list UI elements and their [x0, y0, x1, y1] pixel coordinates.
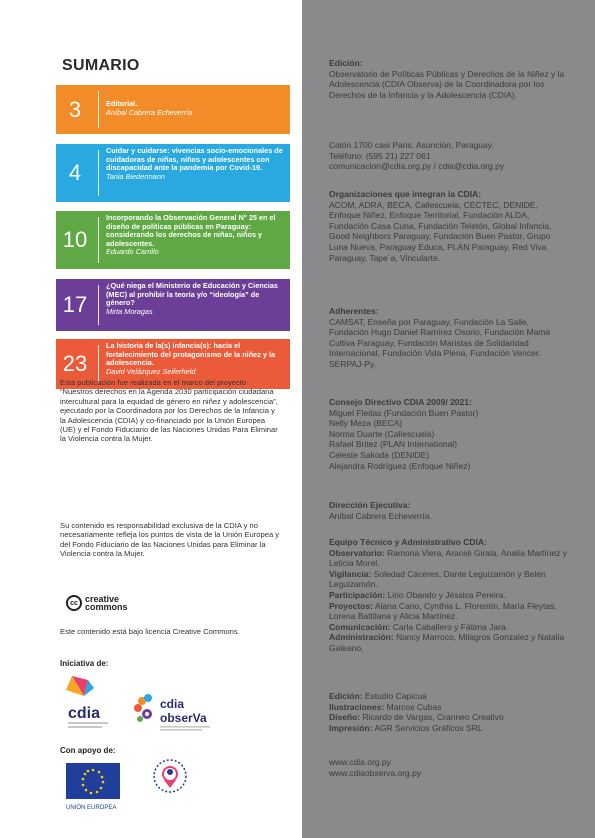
toc-page-number: 23	[62, 351, 88, 376]
toc-title: ¿Qué niega el Ministerio de Educación y Ciencias (MEC) al prohibir la teoría y/o “ideología” de género?	[106, 281, 278, 308]
un-trust-fund-icon	[152, 758, 188, 798]
toc-text	[106, 100, 284, 117]
equipo-item: Vigilancia: Soledad Cáceres, Dante Leguizamón y Belén Leguizamón.	[329, 568, 546, 590]
toc-page-number: 10	[62, 227, 88, 252]
adherentes-section	[329, 306, 571, 370]
phone-text: Teléfono: (595 21) 227 061	[329, 150, 431, 161]
web-section	[329, 757, 571, 778]
eu-flag-icon	[64, 763, 124, 811]
credit-item: Impresión: AGR Servicios Gráficos SRL	[329, 722, 483, 733]
eu-wordmark: UNIÓN EUROPEA	[66, 805, 117, 811]
credit-item: Ilustraciones: Marcos Cubas	[329, 701, 442, 712]
iniciativa-label: Iniciativa de:	[60, 659, 109, 668]
toc-entry-17[interactable]	[56, 279, 290, 331]
direccion-heading: Dirección Ejecutiva:	[329, 500, 411, 510]
consejo-member: Rafael Britez (PLAN International)	[329, 439, 458, 450]
apoyo-label: Con apoyo de:	[60, 746, 116, 755]
observa-mark-icon	[134, 694, 216, 734]
toc-author: David Velázquez Seiferheld	[106, 366, 196, 376]
edicion-section	[329, 58, 571, 100]
orgs-heading: Organizaciones que integran la CDIA:	[329, 189, 482, 199]
toc-text	[106, 147, 284, 181]
contact-section	[329, 140, 571, 172]
credit-item: Diseño: Ricardo de Vargas, Cranneo Creativo	[329, 712, 504, 723]
orgs-section	[329, 189, 571, 263]
cc-icon: cc	[66, 595, 82, 611]
project-paragraph: Esta publicación fue realizada en el marco del proyecto “Nuestros derechos en la Agenda 2030 participación ciudadana intercultural para la equidad de género en niñez y adolescencia”, ejecutado por la Coordinadora por los Derechos de la Infancia y la Adolescencia (CDIA) y co-financiado por la Unión Europea (UE) y el Fondo Fiduciario de las Naciones Unidas Para Eliminar la Violencia contra la Mujer.	[60, 378, 278, 444]
toc-author: Eduardo Carrillo	[106, 247, 159, 257]
cc-wordmark: creative commons	[85, 594, 128, 612]
credits-section	[329, 691, 571, 733]
toc-author: Mirta Moragas	[106, 306, 153, 316]
toc-text	[106, 342, 284, 376]
consejo-member: Norma Duarte (Callescuela)	[329, 428, 435, 439]
edicion-body: Observatorio de Políticas Públicas y Derechos de la Niñez y la Adolescencia (CDIA Observa) de la Coordinadora por los Derechos de la Infancia y la Adolescencia (CDIA).	[329, 68, 565, 100]
adherentes-heading: Adherentes:	[329, 306, 379, 316]
equipo-heading: Equipo Técnico y Administrativo CDIA:	[329, 537, 487, 547]
consejo-section	[329, 397, 571, 471]
creative-commons-logo	[66, 593, 145, 613]
toc-text	[106, 282, 284, 316]
direccion-body: Aníbal Cabrera Echeverría.	[329, 510, 432, 521]
toc-entry-4[interactable]	[56, 144, 290, 202]
equipo-item: Proyectos: Alana Cano, Cynthia L. Florentín, María Fleytas, Lorena Battilana y Alicia Martínez.	[329, 600, 557, 622]
toc-page-number: 17	[62, 292, 88, 317]
toc-title: Editorial.	[106, 99, 138, 108]
toc-page-number: 4	[68, 160, 82, 185]
observa-word-1: cdia	[160, 697, 185, 711]
toc-divider	[98, 217, 99, 263]
disclaimer-paragraph: Su contenido es responsabilidad exclusiva de la CDIA y no necesariamente refleja los puntos de vista de la Unión Europea y del Fondo Fiduciario de las Naciones Unidas para Eliminar la Violencia contra la Mujer.	[60, 521, 280, 559]
toc-author: Aníbal Cabrera Echeverría	[106, 107, 193, 117]
toc-divider	[98, 285, 99, 325]
toc-title: La historia de la(s) infancia(s): hacia el fortalecimiento del protagonismo de la niñez y la adolescencia.	[106, 341, 276, 368]
email-link[interactable]: comunicacion@cdia.org.py / cdia@cdia.org.py	[329, 161, 505, 172]
toc-divider	[98, 91, 99, 128]
toc-author: Tania Biedermann	[106, 171, 165, 181]
consejo-member: Nelly Meza (BECA)	[329, 418, 403, 429]
cdia-observa-logo	[134, 694, 216, 734]
toc-title: Incorporando la Observación General N° 25 en el diseño de políticas públicas en Paraguay: considerando los derechos de niñas, niños y adolescentes.	[106, 213, 276, 248]
website-link-observa[interactable]: www.cdiaobserva.org.py	[329, 767, 422, 778]
orgs-body: ACOM, ADRA, BECA, Callescuela, CECTEC, DENIDE, Enfoque Niñez, Enfoque Territorial, Fundación ALDA, Fundación Casa Cuna, Fundación Teletón, Global Infancia, Good Neighbors Paraguay, Fundación Buen Pastor, Grupo Luna Nueva, Paraguay Educa, PLAN Paraguay, Red Viva Paraguay, Tape´a, Vincularte.	[329, 199, 552, 263]
license-text: Este contenido está bajo licencia Creative Commons.	[60, 627, 240, 636]
un-trust-fund-logo	[152, 758, 188, 798]
consejo-member: Miguel Fleitas (Fundación Buen Pastor)	[329, 407, 479, 418]
toc-page-number: 3	[68, 96, 82, 122]
consejo-member: Alejandra Rodríguez (Enfoque Niñez)	[329, 460, 471, 471]
equipo-item: Administración: Nancy Marroco, Milagros Gonzalez y Natalia Galeano.	[329, 632, 565, 653]
page-title: SUMARIO	[62, 57, 140, 74]
equipo-item: Comunicación: Carla Caballero y Fátima Jara.	[329, 621, 509, 632]
consejo-heading: Consejo Directivo CDIA 2009/ 2021:	[329, 397, 472, 407]
cdia-wordmark: cdia	[68, 705, 101, 722]
address-text: Colón 1700 casi Paris. Asunción, Paraguay.	[329, 140, 494, 150]
toc-entry-3[interactable]	[56, 85, 290, 134]
direccion-section	[329, 500, 571, 521]
toc-text	[106, 214, 284, 257]
website-link-cdia[interactable]: www.cdia.org.py	[329, 757, 391, 767]
credit-item: Edición: Estudio Capicua	[329, 691, 427, 701]
observa-word-2: obserVa	[160, 711, 207, 725]
adherentes-body: CAMSAT, Enseña por Paraguay, Fundación La Salle, Fundación Hugo Daniel Ramírez Osorio, Fundación Mamá Cultiva Paraguay, Fundación Maristas de Solidaridad Internacional, Fundación Vida Plena, Fundación Vencer. SERPAJ-Py.	[329, 316, 551, 369]
equipo-section	[329, 537, 571, 654]
toc-divider	[98, 150, 99, 196]
eu-logo	[64, 763, 124, 811]
toc-title: Cuidar y cuidarse: vivencias socio-emocionales de cuidadoras de niñas, niños y adolescentes con discapacidad ante la pandemia por Covid-19.	[106, 146, 283, 173]
equipo-item: Participación: Lirio Obando y Jéssica Pereira.	[329, 589, 506, 600]
edicion-heading: Edición:	[329, 58, 363, 68]
toc-entry-10[interactable]	[56, 211, 290, 269]
cdia-logo	[64, 674, 114, 730]
kite-icon	[64, 674, 114, 730]
equipo-item: Observatorio: Ramona Viera, Araceli Girala, Analía Martínez y Leticia Morel.	[329, 547, 567, 569]
consejo-member: Celeste Sakoda (DENIDE)	[329, 449, 430, 460]
